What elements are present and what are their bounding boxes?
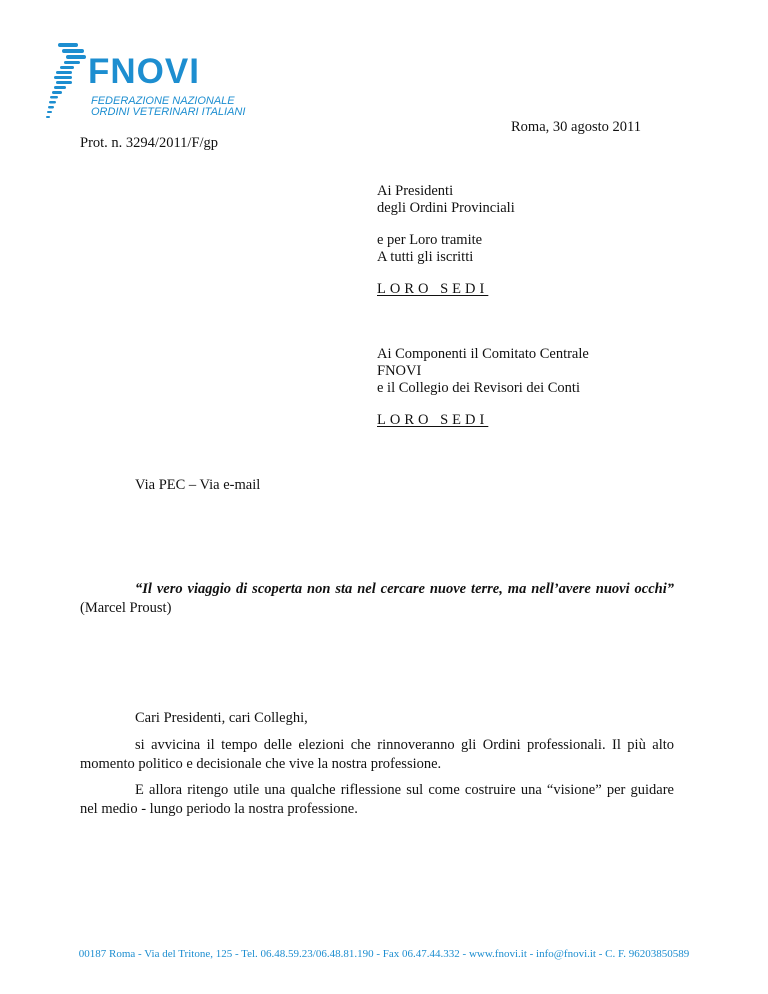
- logo-subtitle-line1: FEDERAZIONE NAZIONALE: [91, 95, 235, 107]
- loro-sedi-label: LORO SEDI: [377, 412, 489, 428]
- recipients-committee: [377, 346, 589, 429]
- recipient-line: degli Ordini Provinciali: [377, 200, 515, 216]
- body-paragraph-2: E allora ritengo utile una qualche riflessione sul come costruire una “visione” per guidare nel medio - lungo periodo la nostra professione.: [80, 782, 674, 817]
- recipients-presidents: [377, 183, 515, 298]
- recipient-line: e il Collegio dei Revisori dei Conti: [377, 380, 580, 396]
- recipient-line: Ai Presidenti: [377, 183, 454, 199]
- dna-helix-icon: [44, 42, 88, 122]
- logo-subtitle-line2: ORDINI VETERINARI ITALIANI: [91, 106, 246, 118]
- quote-text: “Il vero viaggio di scoperta non sta nel cercare nuove terre, ma nell’avere nuovi occhi”: [135, 581, 674, 597]
- quote-author: (Marcel Proust): [80, 600, 172, 616]
- letterhead-footer: 00187 Roma - Via del Tritone, 125 - Tel. 06.48.59.23/06.48.81.190 - Fax 06.47.44.332 - www.fnovi.it - info@fnovi.it - C. F. 96203850589: [78, 948, 690, 960]
- letter-date: Roma, 30 agosto 2011: [511, 119, 641, 135]
- delivery-method: Via PEC – Via e-mail: [135, 477, 261, 493]
- protocol-number: Prot. n. 3294/2011/F/gp: [80, 135, 219, 151]
- body-paragraph-1: si avvicina il tempo delle elezioni che rinnoveranno gli Ordini professionali. Il più alto momento politico e decisionale che vive la nostra professione.: [80, 737, 674, 772]
- recipient-line: A tutti gli iscritti: [377, 249, 474, 265]
- logo-wordmark: FNOVI: [88, 52, 200, 91]
- recipient-line: FNOVI: [377, 363, 422, 379]
- recipient-line: Ai Componenti il Comitato Centrale: [377, 346, 589, 362]
- fnovi-logo: [44, 42, 254, 122]
- loro-sedi-label: LORO SEDI: [377, 281, 489, 297]
- salutation: Cari Presidenti, cari Colleghi,: [135, 710, 308, 726]
- epigraph-quote: [80, 580, 674, 618]
- recipient-line: e per Loro tramite: [377, 232, 483, 248]
